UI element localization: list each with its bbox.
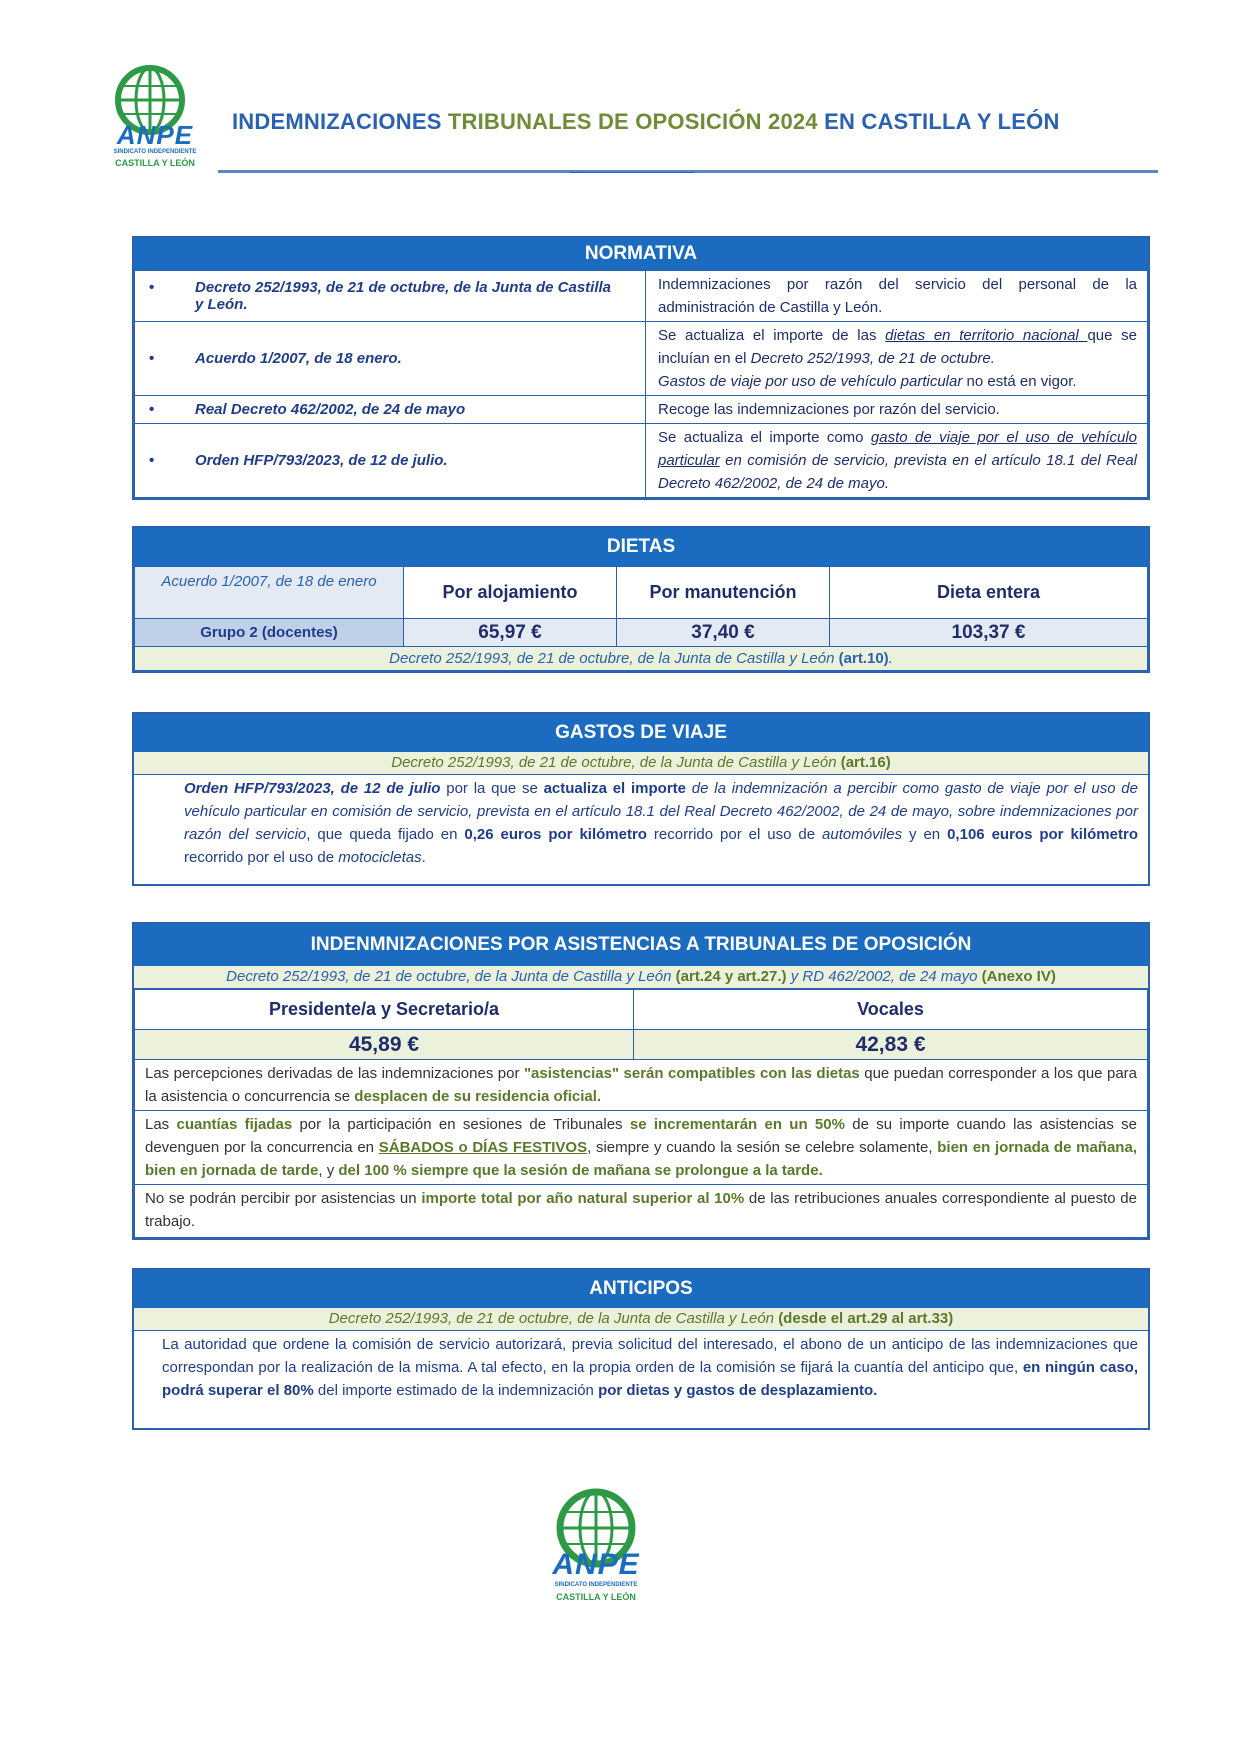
law-desc: Se actualiza el importe como gasto de viaje por el uso de vehículo particular en comisión de servicio, prevista en el artículo 18.1 del Real Decreto 462/2002, de 24 de mayo. (646, 424, 1148, 498)
normativa-table (134, 270, 1148, 498)
normativa-section (132, 236, 1150, 500)
page-title: INDEMNIZACIONES TRIBUNALES DE OPOSICIÓN 2024 EN CASTILLA Y LEÓN (232, 109, 1060, 134)
gastos-heading: GASTOS DE VIAJE (134, 714, 1148, 752)
anticipos-ref: Decreto 252/1993, de 21 de octubre, de la Junta de Castilla y León (desde el art.29 al art.33) (134, 1308, 1148, 1331)
value-dieta-entera: 103,37 € (830, 619, 1148, 647)
asistencias-ref: Decreto 252/1993, de 21 de octubre, de la Junta de Castilla y León (art.24 y art.27.) y RD 462/2002, de 24 mayo (Anexo IV) (134, 966, 1148, 989)
table-row: • Decreto 252/1993, de 21 de octubre, de la Junta de Castilla y León. Indemnizaciones por razón del servicio del personal de la administración de Castilla y León. (135, 271, 1148, 322)
anticipos-heading: ANTICIPOS (134, 1270, 1148, 1308)
asistencias-heading: INDENMNIZACIONES POR ASISTENCIAS A TRIBUNALES DE OPOSICIÓN (134, 924, 1148, 966)
law-desc: Se actualiza el importe de las dietas en territorio nacional que se incluían en el Decreto 252/1993, de 21 de octubre. Gastos de viaje por uso de vehículo particular no está en vigor. (646, 322, 1148, 396)
logo-sub2: CASTILLA Y LEÓN (556, 1592, 636, 1602)
table-row: • Orden HFP/793/2023, de 12 de julio. Se actualiza el importe como gasto de viaje por el uso de vehículo particular en comisión de servicio, prevista en el artículo 18.1 del Real Decreto 462/2002, de 24 de mayo. (135, 424, 1148, 498)
law-name: Acuerdo 1/2007, de 18 enero. (195, 350, 402, 367)
law-desc: Recoge las indemnizaciones por razón del servicio. (646, 396, 1148, 424)
table-row (135, 1111, 1148, 1185)
logo-sub1: SINDICATO INDEPENDIENTE (554, 1582, 638, 1588)
anpe-logo-bottom (536, 1488, 656, 1602)
value-manutencion: 37,40 € (617, 619, 830, 647)
dietas-section (132, 526, 1150, 673)
dietas-heading: DIETAS (134, 528, 1148, 566)
value-alojamiento: 65,97 € (404, 619, 617, 647)
header-rule-accent (570, 172, 694, 173)
col-manutencion: Por manutención (617, 567, 830, 619)
law-desc: Indemnizaciones por razón del servicio del personal de la administración de Castilla y León. (646, 271, 1148, 322)
table-row (135, 619, 1148, 647)
asistencias-para-3: No se podrán percibir por asistencias un importe total por año natural superior al 10% de las retribuciones anuales correspondiente al puesto de trabajo. (135, 1185, 1148, 1238)
dietas-table (134, 566, 1148, 671)
table-row (135, 1060, 1148, 1111)
col-dieta-entera: Dieta entera (830, 567, 1148, 619)
gastos-section (132, 712, 1150, 886)
dietas-footer: Decreto 252/1993, de 21 de octubre, de la Junta de Castilla y León (art.10). (135, 647, 1148, 671)
dietas-ref: Acuerdo 1/2007, de 18 de enero (135, 567, 404, 619)
table-row (135, 1030, 1148, 1060)
asistencias-para-1: Las percepciones derivadas de las indemnizaciones por "asistencias" serán compatibles con las dietas que puedan corresponder a los que para la asistencia o concurrencia se desplacen de su residencia oficial. (135, 1060, 1148, 1111)
col-vocales: Vocales (634, 990, 1148, 1030)
asistencias-para-2: Las cuantías fijadas por la participación en sesiones de Tribunales se incrementarán en un 50% de su importe cuando las asistencias se devenguen por la concurrencia en SÁBADOS o DÍAS FESTIVOS, siempre y cuando la sesión se celebre solamente, bien en jornada de mañana, bien en jornada de tarde, y del 100 % siempre que la sesión de mañana se prolongue a la tarde. (135, 1111, 1148, 1185)
asistencias-table (134, 989, 1148, 1238)
normativa-heading: NORMATIVA (134, 238, 1148, 270)
law-name: Decreto 252/1993, de 21 de octubre, de la Junta de Castilla y León. (195, 279, 612, 313)
col-presidente: Presidente/a y Secretario/a (135, 990, 634, 1030)
anticipos-section (132, 1268, 1150, 1430)
logo-sub1: SINDICATO INDEPENDIENTE (113, 149, 197, 155)
group-label: Grupo 2 (docentes) (135, 619, 404, 647)
table-row: • Real Decreto 462/2002, de 24 de mayo Recoge las indemnizaciones por razón del servicio. (135, 396, 1148, 424)
table-row: • Acuerdo 1/2007, de 18 enero. Se actualiza el importe de las dietas en territorio nacional que se incluían en el Decreto 252/1993, de 21 de octubre. Gastos de viaje por uso de vehículo particular no está en vigor. (135, 322, 1148, 396)
value-presidente: 45,89 € (135, 1030, 634, 1060)
anticipos-paragraph: La autoridad que ordene la comisión de servicio autorizará, previa solicitud del interesado, el abono de un anticipo de las indemnizaciones que correspondan por la realización de la misma. A tal efecto, en la propia orden de la comisión se fijará la cuantía del anticipo que, en ningún caso, podrá superar el 80% del importe estimado de la indemnización por dietas y gastos de desplazamiento. (162, 1336, 1138, 1399)
table-row (135, 567, 1148, 619)
table-row (135, 990, 1148, 1030)
logo-text: ANPE (116, 120, 194, 150)
anpe-logo-top (95, 64, 215, 174)
logo-text: ANPE (552, 1548, 640, 1581)
asistencias-section (132, 922, 1150, 1240)
value-vocales: 42,83 € (634, 1030, 1148, 1060)
col-alojamiento: Por alojamiento (404, 567, 617, 619)
law-name: Real Decreto 462/2002, de 24 de mayo (195, 401, 466, 418)
table-row (135, 1185, 1148, 1238)
gastos-ref: Decreto 252/1993, de 21 de octubre, de la Junta de Castilla y León (art.16) (134, 752, 1148, 775)
law-name: Orden HFP/793/2023, de 12 de julio. (195, 452, 448, 469)
gastos-paragraph: Orden HFP/793/2023, de 12 de julio por la que se actualiza el importe de la indemnización a percibir como gasto de viaje por el uso de vehículo particular en comisión de servicio, prevista en el artículo 18.1 del Real Decreto 462/2002, de 24 de mayo, sobre indemnizaciones por razón del servicio, que queda fijado en 0,26 euros por kilómetro recorrido por el uso de automóviles y en 0,106 euros por kilómetro recorrido por el uso de motocicletas. (184, 780, 1138, 866)
table-row (135, 647, 1148, 671)
logo-sub2: CASTILLA Y LEÓN (115, 158, 195, 168)
